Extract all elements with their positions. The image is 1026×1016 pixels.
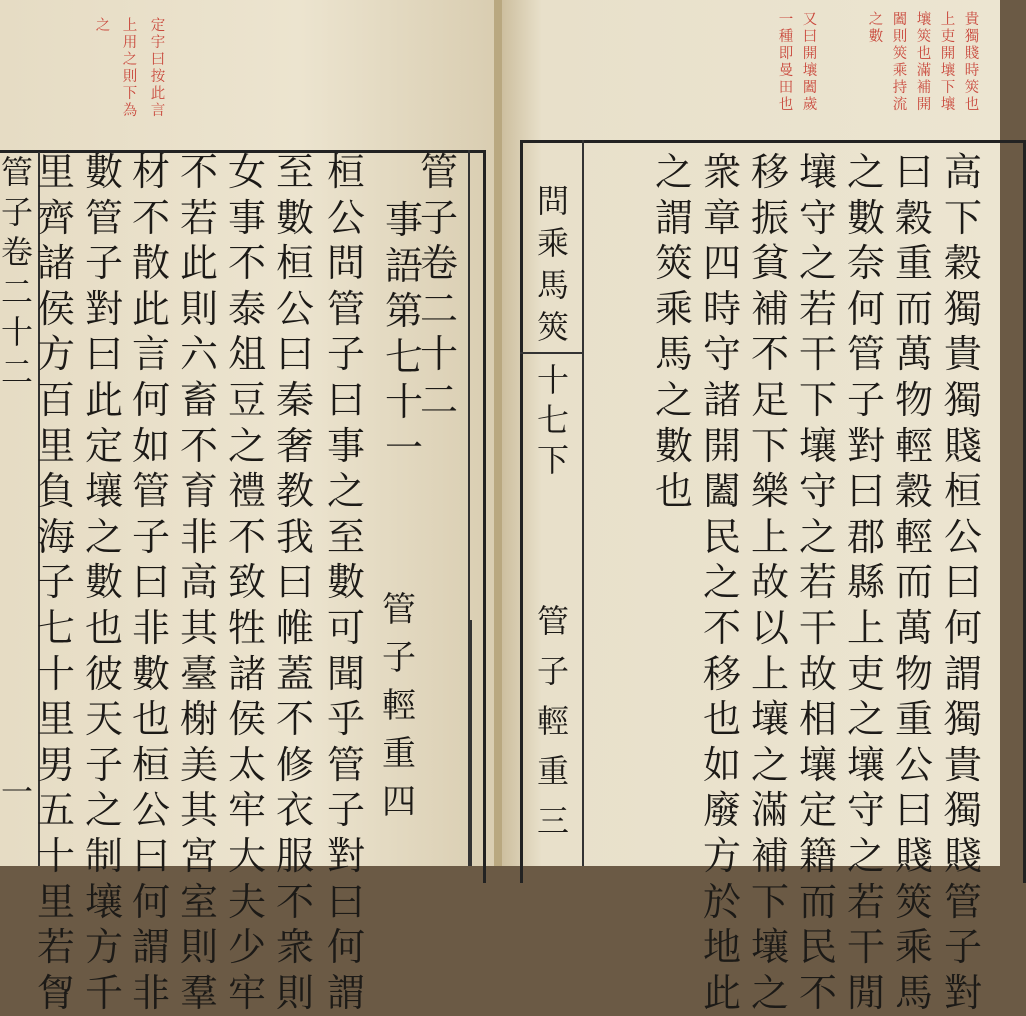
right-margin-rule	[582, 140, 584, 866]
left-col-8: 數 管 子 對 曰 此 定 壤 之 數 也 彼 天 子 之 制 壤 方 千	[84, 150, 123, 1015]
right-note-2: 上 吏 開 壤 下 壤	[940, 12, 956, 113]
right-col-4: 壤 守 之 若 干 下 壤 守 之 若 干 故 相 壤 定 籍 而 民 不	[798, 150, 837, 1015]
left-col-1: 管 子 卷 二 十 二	[419, 150, 458, 422]
left-page	[0, 0, 498, 1015]
right-margin-book: 管 子 輕 重 三	[536, 602, 569, 840]
left-col-9: 里 齊 諸 侯 方 百 里 負 海 子 七 十 里 男 五 十 里 若 胷	[36, 150, 75, 1015]
left-col-6: 不 若 此 則 六 畜 不 育 非 高 其 臺 榭 美 其 宮 室 則 羣	[179, 150, 218, 1015]
right-page	[502, 0, 1000, 1015]
right-margin-divider	[520, 352, 582, 354]
left-inner-rule	[470, 620, 472, 866]
left-col-4: 至 數 桓 公 曰 秦 奢 教 我 曰 帷 蓋 不 修 衣 服 不 衆 則	[275, 150, 314, 1015]
right-col-1: 高 下 穀 獨 貴 獨 賤 桓 公 曰 何 謂 獨 貴 獨 賤 管 子 對	[943, 150, 982, 1015]
right-margin-title: 問 乘 馬 筴	[536, 182, 569, 346]
left-note-1: 定 宇 曰 按 此 言	[150, 18, 166, 119]
right-col-2: 曰 穀 重 而 萬 物 輕 穀 輕 而 萬 物 重 公 曰 賤 筴 乘 馬	[894, 150, 933, 1015]
right-note-6: 又 曰 開 壤 闔 歲	[802, 12, 818, 113]
right-col-6: 衆 章 四 時 守 諸 開 闔 民 之 不 移 也 如 廢 方 於 地 此	[702, 150, 741, 1015]
right-col-3: 之 數 奈 何 管 子 對 曰 郡 縣 上 吏 之 壤 守 之 若 干 閒	[846, 150, 885, 1015]
left-col-3: 桓 公 問 管 子 曰 事 之 至 數 可 聞 乎 管 子 對 曰 何 謂	[326, 150, 365, 1015]
left-col-5: 女 事 不 泰 俎 豆 之 禮 不 致 牲 諸 侯 太 牢 大 夫 少 牢	[227, 150, 266, 1015]
left-note-2: 上 用 之 則 下 為	[122, 18, 138, 119]
left-col-7: 材 不 散 此 言 何 如 管 子 曰 非 數 也 桓 公 曰 何 謂 非	[131, 150, 170, 1015]
right-note-5: 之 數	[868, 12, 884, 45]
right-col-7: 之 謂 筴 乘 馬 之 數 也	[654, 150, 693, 514]
right-note-7: 一 種 即 曼 田 也	[778, 12, 794, 113]
left-note-3: 之	[95, 18, 111, 34]
right-note-4: 闔 則 筴 乘 持 流	[892, 12, 908, 113]
left-author-line: 管 子 輕 重 四	[382, 590, 416, 822]
right-note-1: 貴 獨 賤 時 筴 也	[964, 12, 980, 113]
left-margin-title: 管 子 卷 二 十 二	[0, 153, 33, 391]
left-margin-folio: 一	[0, 773, 33, 811]
left-col-2: 事 語 第 七 十 一	[384, 198, 423, 470]
right-note-3: 壤 筴 也 滿 補 開	[916, 12, 932, 113]
right-margin-folio: 十 七 下	[536, 361, 569, 479]
right-col-5: 移 振 貧 補 不 足 下 樂 上 故 以 上 壤 之 滿 補 下 壤 之	[750, 150, 789, 1015]
